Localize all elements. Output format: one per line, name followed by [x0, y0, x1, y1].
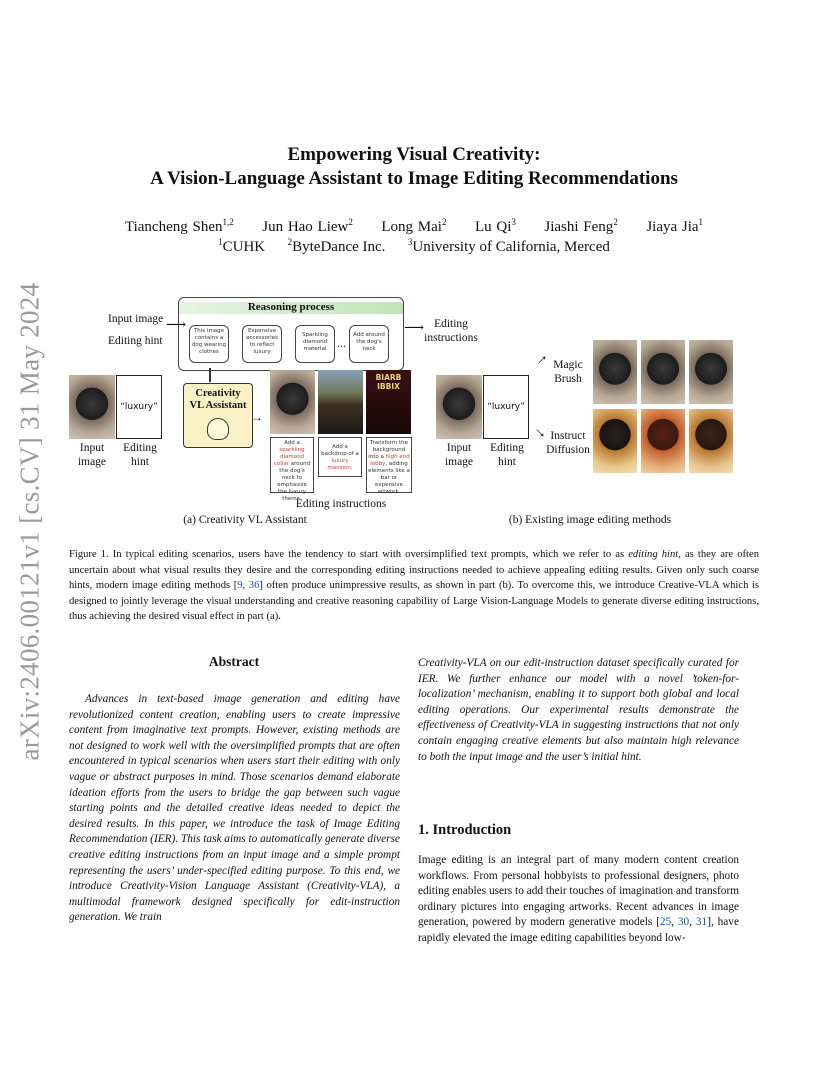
- magic-brush-label: Magic Brush: [553, 359, 583, 385]
- input-image-label: Input image: [108, 313, 164, 325]
- paper-title-line2: A Vision-Language Assistant to Image Editing Recommendations: [150, 168, 678, 189]
- reasoning-process-box: [178, 297, 404, 371]
- affiliation-list: [0, 239, 828, 256]
- output-image-lobby: [366, 370, 411, 434]
- citation-link[interactable]: 30: [677, 916, 690, 929]
- author: Jiashi Feng$^2$: [544, 217, 618, 235]
- citation-link[interactable]: 36: [248, 580, 260, 591]
- subfigure-b-caption: (b) Existing image editing methods: [508, 514, 672, 526]
- instruction-box: Add a backdrop of a luxury mansion.: [318, 437, 362, 477]
- abstract-heading: Abstract: [208, 654, 260, 669]
- input-dog-image-b: [436, 375, 482, 439]
- author: Jun Hao Liew$^2$: [262, 217, 353, 235]
- instructdiffusion-result-2: [641, 409, 685, 473]
- arrow-right-icon: ⟶: [404, 321, 425, 336]
- author-list: [0, 219, 828, 236]
- editing-instructions-bottom-label: Editing instructions: [295, 498, 387, 510]
- instruction-box: Add a sparkling diamond collar around the dog's neck to emphasize the luxury theme.: [270, 437, 314, 493]
- arrow-up-right-icon: →: [528, 346, 553, 371]
- editing-hint-box-b: “luxury”: [483, 375, 529, 439]
- arrow-down-right-icon: →: [529, 419, 554, 444]
- editing-hint-caption-b: Editing hint: [490, 442, 524, 468]
- citation-link[interactable]: 25: [659, 916, 672, 929]
- citation-link[interactable]: 9: [237, 580, 243, 591]
- magicbrush-result-3: [689, 340, 733, 404]
- creativity-assistant-box: [183, 383, 253, 448]
- arrow-down-line: [209, 368, 211, 382]
- figure-1: [0, 290, 828, 530]
- paper-title-line1: Empowering Visual Creativity:: [287, 144, 541, 165]
- lightbulb-brain-icon: [207, 418, 229, 440]
- input-image-caption: Input image: [77, 442, 107, 468]
- reasoning-title: Reasoning process: [247, 301, 335, 313]
- instruction-box: Transform the background into a high end lobby, adding elements like a bar or expensive artwork.: [366, 437, 412, 493]
- author: Tiancheng Shen$^{1,2}$: [124, 217, 234, 235]
- ellipsis: ...: [337, 336, 346, 350]
- magicbrush-result-2: [641, 340, 685, 404]
- arrow-right-icon: ⟶: [166, 318, 187, 333]
- magicbrush-result-1: [593, 340, 637, 404]
- assistant-title: Creativity VL Assistant: [189, 388, 247, 411]
- output-image-collar: [270, 370, 315, 434]
- author: Long Mai$^2$: [381, 217, 447, 235]
- affiliation: $^2$ByteDance Inc.: [287, 237, 386, 255]
- movie-title-text: BIARB IBBIX: [375, 373, 402, 391]
- output-image-mansion: [318, 370, 363, 434]
- author: Lu Qi$^3$: [474, 217, 516, 235]
- affiliation: $^1$CUHK: [218, 237, 266, 255]
- instruct-diffusion-label: Instruct Diffusion: [546, 430, 590, 456]
- reasoning-step: Add around the dog's neck: [349, 325, 389, 363]
- citation-link[interactable]: 31: [695, 916, 708, 929]
- reasoning-step: This image contains a dog wearing clothes: [189, 325, 229, 363]
- editing-instructions-label: Editing instructions: [424, 318, 478, 344]
- figure-caption: Figure 1. In typical editing scenarios, users have the tendency to start with oversimplified text prompts, which we refer to as editing hint, as they are often uncertain about what visual results they desire and the corresponding editing instructions needed to achieve appealing editing results. Given only such coarse hints, modern image editing methods [9, 36] often produce unimpressive results, as shown in part (b). To overcome this, we introduce Creative-VLA which is designed to jointly leverage the visual understanding and creative reasoning capability of Large Vision-Language Models to generate diverse editing instructions, thus achieving the desired visual effect in part (a).: [69, 549, 760, 622]
- abstract-body: Advances in text-based image generation and editing have revolutionized content creation, enabling users to create impressive content from imaginative text prompts. However, existing methods are not designed to work well with the oversimplified prompts that are often encountered in typical scenarios when users start their editing with only vague or abstract purposes in mind. Those scenarios demand elaborate ideation efforts from the users to bridge the gap between such vague starting points and the detailed creative ideas needed to depict the desired results. In this paper, we introduce the task of Image Editing Recommendation (IER). This task aims to automatically generate diverse creative editing instructions from an input image and a simple prompt representing the users’ under-specified editing purpose. To this end, we introduce Creativity-Vision Language Assistant (Creativity-VLA), a multimodal framework designed specifically for edit-instruction generation. We train: [69, 693, 400, 924]
- introduction-body: Image editing is an integral part of many modern content creation workflows. From personal hobbyists to professional designers, photo editing enables users to add their touches of imagination and transform ordinary pictures into engaging artworks. Recent advances in image generation, powered by modern generative models [25, 30, 31], have rapidly elevated the image editing capabilities beyond low-: [418, 854, 739, 944]
- introduction-heading: 1. Introduction: [418, 822, 512, 838]
- reasoning-step: Expensive accessories to reflect luxury: [242, 325, 282, 363]
- author: Jiaya Jia$^1$: [646, 217, 704, 235]
- instructdiffusion-result-3: [689, 409, 733, 473]
- subfigure-a-caption: (a) Creativity VL Assistant: [183, 514, 307, 526]
- reasoning-step: Sparkling diamond material: [295, 325, 335, 363]
- affiliation: $^3$University of California, Merced: [407, 237, 610, 255]
- editing-hint-label: Editing hint: [108, 335, 163, 347]
- abstract-continuation: Creativity-VLA on our edit-instruction dataset specifically curated for IER. We further enhance our model with a novel ’token-for-localization’ mechanism, enabling it to support both global and local editing operations. Our experimental results demonstrate the effectiveness of Creativity-VLA in suggesting instructions that not only contain engaging creative elements but also maintain high relevance to both the input image and the user’s initial hint.: [418, 657, 739, 763]
- editing-hint-box: “luxury”: [116, 375, 162, 439]
- input-image-caption-b: Input image: [444, 442, 474, 468]
- arxiv-stamp: arXiv:2406.00121v1 [cs.CV] 31 May 2024: [14, 282, 45, 761]
- editing-hint-caption: Editing hint: [123, 442, 157, 468]
- arrow-right-icon: →: [251, 410, 263, 424]
- input-dog-image: [69, 375, 115, 439]
- instructdiffusion-result-1: [593, 409, 637, 473]
